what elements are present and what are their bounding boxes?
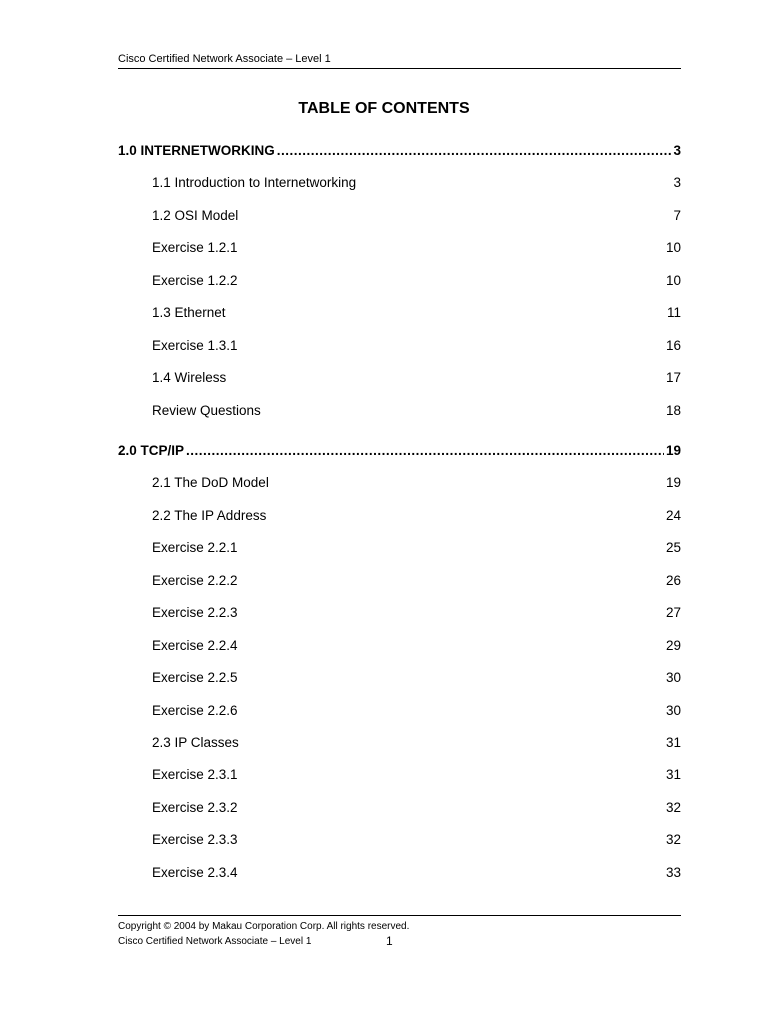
toc-entry-label: Exercise 2.3.1 <box>152 767 238 782</box>
toc-entry[interactable] <box>152 800 681 820</box>
toc-entry[interactable] <box>152 735 681 755</box>
toc-entry[interactable] <box>152 208 681 228</box>
toc-entry-page-number: 10 <box>665 273 681 288</box>
toc-entry[interactable] <box>152 638 681 658</box>
toc-title: TABLE OF CONTENTS <box>298 100 470 117</box>
toc-entry-page-number: 11 <box>666 305 681 320</box>
toc-entry-page-number: 19 <box>665 475 681 490</box>
page-number: 1 <box>386 934 393 948</box>
toc-entry-page-number: 19 <box>665 443 681 458</box>
toc-entry-label: Exercise 2.2.2 <box>152 573 238 588</box>
toc-entry-label: Exercise 2.3.4 <box>152 865 238 880</box>
toc-entry[interactable] <box>152 540 681 560</box>
toc-section-entry[interactable] <box>118 143 681 163</box>
toc-entry-page-number: 30 <box>665 703 681 718</box>
dot-leader <box>186 443 664 458</box>
toc-entry-page-number: 27 <box>665 605 681 620</box>
toc-entry-page-number: 30 <box>665 670 681 685</box>
toc-entry-label: 1.1 Introduction to Internetworking <box>152 175 357 190</box>
toc-entry-label: 2.0 TCP/IP <box>118 443 185 458</box>
toc-entry-page-number: 3 <box>673 175 681 190</box>
toc-entry-page-number: 32 <box>665 800 681 815</box>
toc-entry[interactable] <box>152 605 681 625</box>
toc-entry[interactable] <box>152 273 681 293</box>
toc-entry-label: 1.3 Ethernet <box>152 305 226 320</box>
toc-entry[interactable] <box>152 703 681 723</box>
toc-entry-label: Exercise 1.2.2 <box>152 273 238 288</box>
toc-entry-page-number: 18 <box>665 403 681 418</box>
toc-entry[interactable] <box>152 832 681 852</box>
toc-section-entry[interactable] <box>118 443 681 463</box>
toc-entry-page-number: 17 <box>665 370 681 385</box>
toc-entry-label: Review Questions <box>152 403 261 418</box>
toc-entry[interactable] <box>152 767 681 787</box>
toc-entry[interactable] <box>152 403 681 423</box>
toc-entry[interactable] <box>152 370 681 390</box>
toc-entry-label: Exercise 2.2.1 <box>152 540 238 555</box>
toc-entry-label: Exercise 2.2.6 <box>152 703 238 718</box>
toc-entry-label: Exercise 2.2.5 <box>152 670 238 685</box>
toc-entry-label: 2.2 The IP Address <box>152 508 267 523</box>
toc-entry-label: Exercise 1.3.1 <box>152 338 238 353</box>
toc-entry-page-number: 29 <box>665 638 681 653</box>
toc-entry-page-number: 32 <box>665 832 681 847</box>
toc-entry-page-number: 24 <box>665 508 681 523</box>
toc-entry-page-number: 10 <box>665 240 681 255</box>
toc-entry-label: Exercise 2.3.2 <box>152 800 238 815</box>
toc-entry-page-number: 31 <box>665 767 681 782</box>
toc-entry[interactable] <box>152 338 681 358</box>
toc-entry[interactable] <box>152 305 681 325</box>
dot-leader <box>277 143 672 158</box>
toc-entry-label: 2.1 The DoD Model <box>152 475 269 490</box>
toc-entry[interactable] <box>152 670 681 690</box>
header-rule <box>118 68 681 69</box>
toc-entry-label: 1.2 OSI Model <box>152 208 239 223</box>
toc-entry[interactable] <box>152 475 681 495</box>
toc-entry[interactable] <box>152 865 681 885</box>
toc-entry[interactable] <box>152 573 681 593</box>
toc-entry-label: Exercise 2.2.4 <box>152 638 238 653</box>
running-header: Cisco Certified Network Associate – Level 1 <box>118 53 331 65</box>
toc-entry-label: Exercise 1.2.1 <box>152 240 238 255</box>
toc-entry-label: Exercise 2.3.3 <box>152 832 238 847</box>
footer-title: Cisco Certified Network Associate – Level 1 <box>118 936 312 947</box>
toc-entry-page-number: 26 <box>665 573 681 588</box>
footer-copyright: Copyright © 2004 by Makau Corporation Corp. All rights reserved. <box>118 921 410 932</box>
toc-entry-page-number: 3 <box>673 143 681 158</box>
toc-entry-label: 1.0 INTERNETWORKING <box>118 143 275 158</box>
footer-rule <box>118 915 681 916</box>
toc-entry-label: 1.4 Wireless <box>152 370 227 385</box>
toc-entry[interactable] <box>152 175 681 195</box>
toc-entry-page-number: 31 <box>665 735 681 750</box>
toc-entry[interactable] <box>152 240 681 260</box>
toc-entry[interactable] <box>152 508 681 528</box>
toc-entry-page-number: 33 <box>665 865 681 880</box>
toc-entry-label: Exercise 2.2.3 <box>152 605 238 620</box>
toc-entry-page-number: 16 <box>665 338 681 353</box>
toc-entry-page-number: 7 <box>673 208 681 223</box>
toc-entry-label: 2.3 IP Classes <box>152 735 239 750</box>
toc-entry-page-number: 25 <box>665 540 681 555</box>
